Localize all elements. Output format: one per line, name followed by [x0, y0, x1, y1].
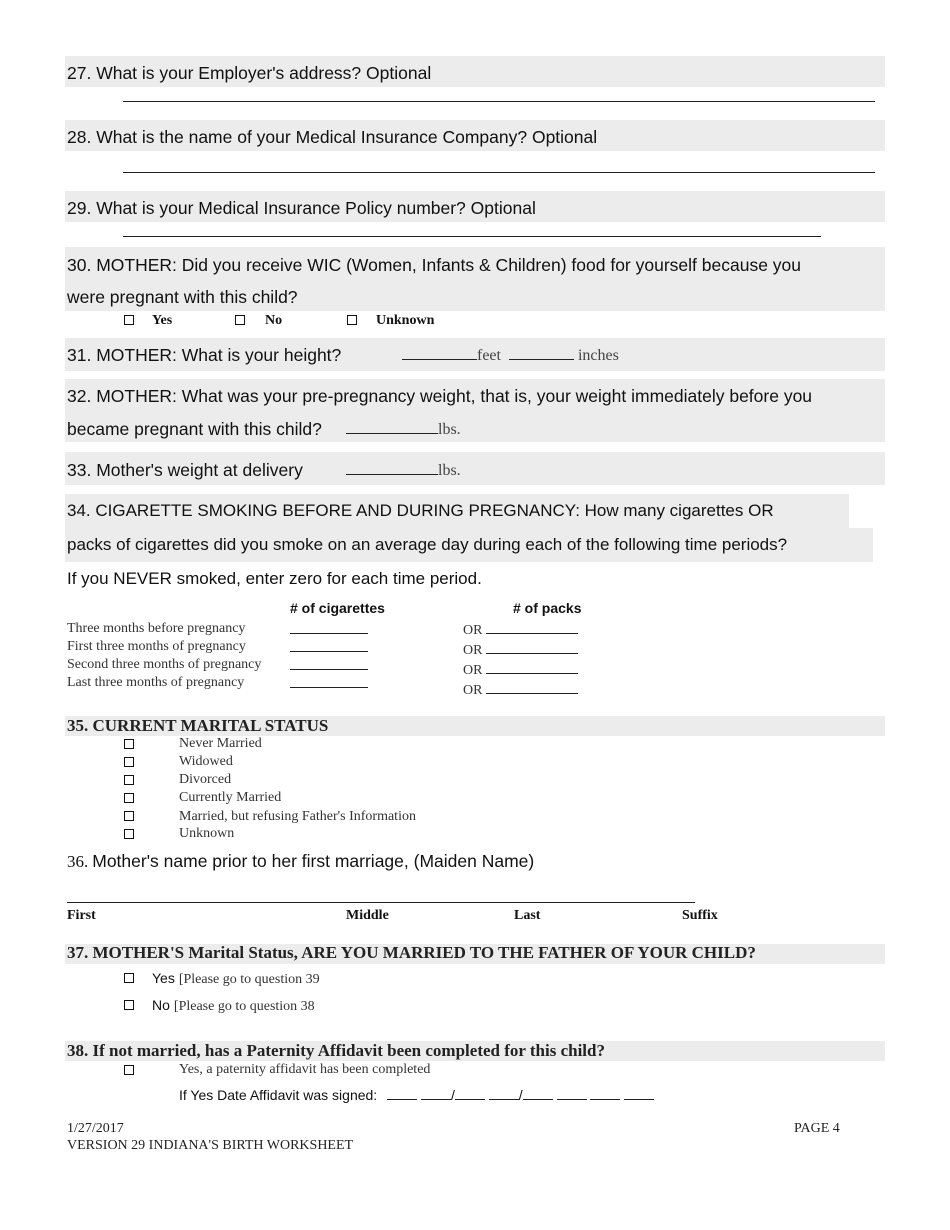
marital-option-label: Married, but refusing Father's Information: [179, 809, 416, 824]
q33-label: 33. Mother's weight at delivery: [67, 460, 303, 480]
packs-field[interactable]: [486, 660, 578, 674]
q37-no-option: [152, 997, 315, 1015]
q30-no-checkbox[interactable]: [235, 315, 245, 325]
q31-label: 31. MOTHER: What is your height?: [67, 345, 342, 365]
q35-title: 35. CURRENT MARITAL STATUS: [67, 716, 329, 735]
footer-page-number: PAGE 4: [794, 1121, 840, 1136]
q36-label: [67, 851, 534, 872]
affidavit-date-row: If Yes Date Affidavit was signed: / /: [179, 1086, 654, 1103]
q30-yes-checkbox[interactable]: [124, 315, 134, 325]
q30-unknown-label: Unknown: [376, 313, 435, 328]
q37-yes-option: [152, 970, 320, 988]
q37-yes-label: Yes: [152, 970, 175, 986]
height-feet-unit: feet: [477, 347, 501, 364]
smoking-period-list: [67, 620, 261, 692]
q36-text: Mother's name prior to her first marriage, (Maiden Name): [92, 851, 535, 871]
or-label: OR: [463, 623, 483, 638]
or-label: OR: [463, 683, 483, 698]
marital-currently-married-checkbox[interactable]: [124, 793, 134, 803]
or-label: OR: [463, 643, 483, 658]
cigarettes-fields: [290, 620, 368, 692]
marital-unknown-checkbox[interactable]: [124, 829, 134, 839]
q28-label: 28. What is the name of your Medical Insurance Company? Optional: [67, 127, 598, 147]
q30-no-label: No: [265, 313, 283, 328]
q27-label: 27. What is your Employer's address? Optional: [67, 63, 432, 83]
q34-label-line2: packs of cigarettes did you smoke on an average day during each of the following time periods?: [67, 535, 788, 554]
period-label: First three months of pregnancy: [67, 639, 246, 654]
q29-label: 29. What is your Medical Insurance Policy number? Optional: [67, 198, 536, 218]
period-label: Last three months of pregnancy: [67, 675, 245, 690]
q37-yes-checkbox[interactable]: [124, 973, 134, 983]
q32-label-line2: became pregnant with this child?: [67, 419, 322, 439]
height-feet-field[interactable]: [402, 346, 477, 360]
q37-title: 37. MOTHER'S Marital Status, ARE YOU MARRIED TO THE FATHER OF YOUR CHILD?: [67, 943, 756, 962]
height-inches-field[interactable]: [509, 346, 574, 360]
maiden-last-label: Last: [514, 908, 541, 923]
period-label: Second three months of pregnancy: [67, 657, 262, 672]
q37-no-note: [Please go to question 38: [173, 999, 315, 1014]
prepregnancy-weight-field[interactable]: [346, 420, 438, 434]
cigarettes-field[interactable]: [290, 674, 368, 688]
affidavit-month-field[interactable]: [421, 1086, 451, 1100]
cigarettes-field[interactable]: [290, 620, 368, 634]
affidavit-month-field[interactable]: [387, 1086, 417, 1100]
q29-answer-line[interactable]: [123, 236, 821, 237]
affidavit-year-field[interactable]: [590, 1086, 620, 1100]
delivery-weight-field[interactable]: [346, 461, 438, 475]
affidavit-year-field[interactable]: [624, 1086, 654, 1100]
packs-field[interactable]: [486, 620, 578, 634]
q28-answer-line[interactable]: [123, 172, 875, 173]
delivery-weight-unit: lbs.: [438, 462, 461, 479]
maiden-suffix-label: Suffix: [682, 908, 718, 923]
q38-yes-checkbox[interactable]: [124, 1065, 134, 1075]
packs-column-header: # of packs: [513, 600, 582, 616]
packs-fields: [463, 620, 578, 700]
affidavit-day-field[interactable]: [489, 1086, 519, 1100]
marital-refusing-father-info-checkbox[interactable]: [124, 811, 134, 821]
q30-label-line1: 30. MOTHER: Did you receive WIC (Women, Infants & Children) food for yourself because you: [67, 255, 802, 275]
footer-version: VERSION 29 INDIANA'S BIRTH WORKSHEET: [67, 1138, 354, 1153]
marital-option-label: Currently Married: [179, 790, 282, 805]
prepregnancy-weight-unit: lbs.: [438, 421, 461, 438]
q32-label-line1: 32. MOTHER: What was your pre-pregnancy weight, that is, your weight immediately before you: [67, 386, 813, 406]
q30-label-line2: were pregnant with this child?: [67, 287, 298, 307]
maiden-name-line[interactable]: [67, 902, 695, 903]
marital-option-label: Unknown: [179, 826, 235, 841]
cigarettes-field[interactable]: [290, 656, 368, 670]
marital-widowed-checkbox[interactable]: [124, 757, 134, 767]
cigarettes-field[interactable]: [290, 638, 368, 652]
maiden-first-label: First: [67, 908, 96, 923]
affidavit-year-field[interactable]: [557, 1086, 587, 1100]
q30-unknown-checkbox[interactable]: [347, 315, 357, 325]
q36-number: 36.: [67, 852, 89, 871]
q34-label-line1: 34. CIGARETTE SMOKING BEFORE AND DURING PREGNANCY: How many cigarettes OR: [67, 501, 774, 520]
q37-yes-note: [Please go to question 39: [178, 972, 320, 987]
q30-yes-label: Yes: [152, 313, 173, 328]
marital-option-label: Widowed: [179, 754, 233, 769]
q38-option-label: Yes, a paternity affidavit has been completed: [179, 1062, 431, 1077]
packs-field[interactable]: [486, 640, 578, 654]
q37-no-checkbox[interactable]: [124, 1000, 134, 1010]
footer-date: 1/27/2017: [67, 1121, 124, 1136]
marital-never-married-checkbox[interactable]: [124, 739, 134, 749]
or-label: OR: [463, 663, 483, 678]
affidavit-day-field[interactable]: [455, 1086, 485, 1100]
marital-option-label: Never Married: [179, 736, 262, 751]
period-label: Three months before pregnancy: [67, 621, 246, 636]
maiden-middle-label: Middle: [346, 908, 389, 923]
q27-answer-line[interactable]: [123, 101, 875, 102]
affidavit-year-field[interactable]: [523, 1086, 553, 1100]
q37-no-label: No: [152, 997, 170, 1013]
affidavit-date-label: If Yes Date Affidavit was signed:: [179, 1087, 378, 1103]
q34-label-line3: If you NEVER smoked, enter zero for each time period.: [67, 569, 482, 588]
marital-option-label: Divorced: [179, 772, 232, 787]
marital-divorced-checkbox[interactable]: [124, 775, 134, 785]
height-inches-unit: inches: [577, 347, 619, 364]
q38-title: 38. If not married, has a Paternity Affidavit been completed for this child?: [67, 1041, 605, 1060]
cigarettes-column-header: # of cigarettes: [290, 600, 385, 616]
packs-field[interactable]: [486, 680, 578, 694]
